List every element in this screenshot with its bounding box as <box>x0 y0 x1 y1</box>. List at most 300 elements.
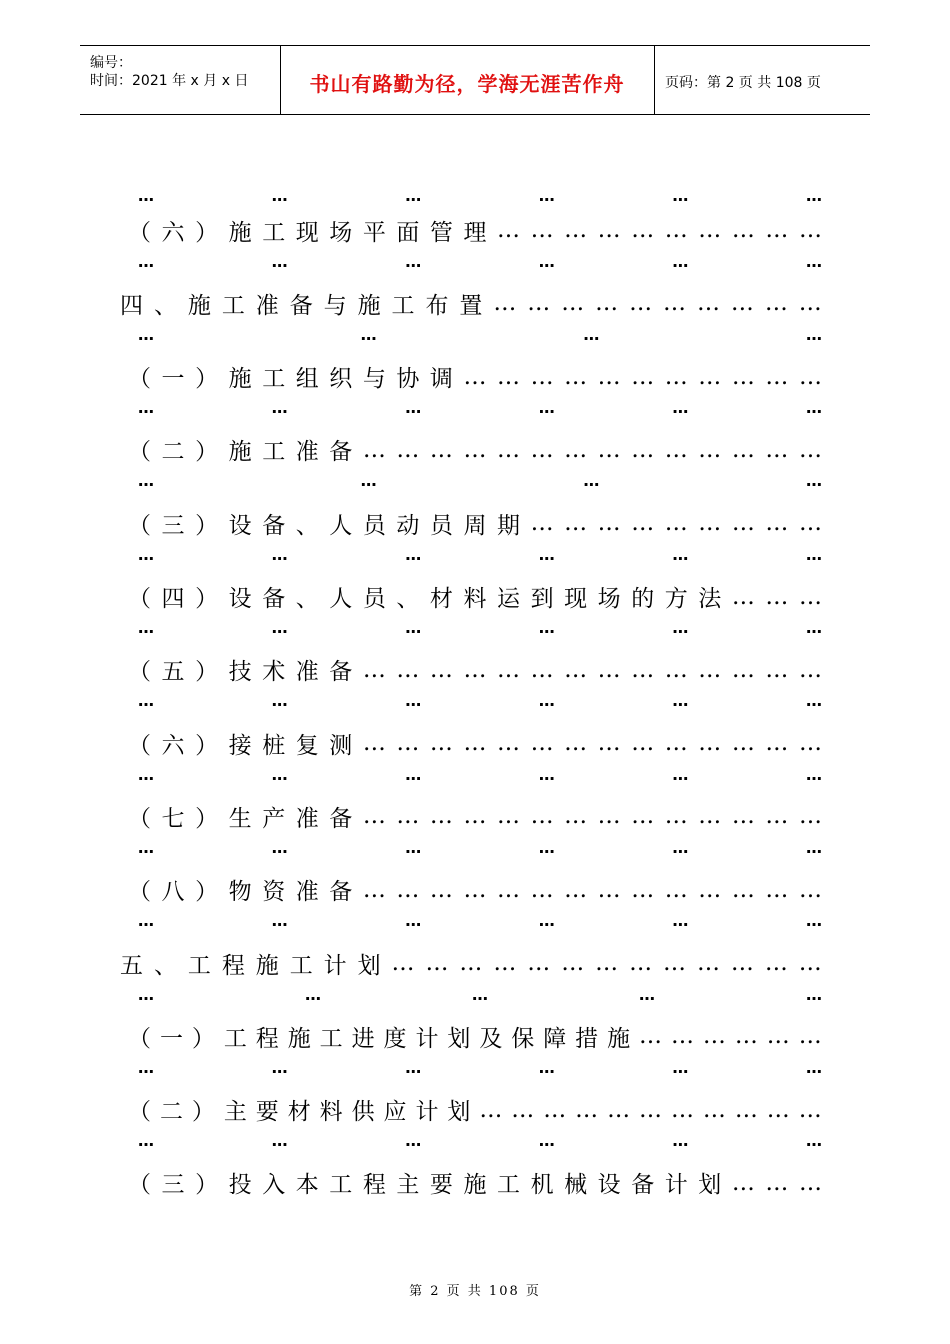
toc-title-char: 准 <box>255 292 279 319</box>
toc-continuation-dots: … … … … … … <box>138 911 822 931</box>
toc-title-char: ） <box>191 1099 215 1126</box>
toc-title-char: 及 <box>479 1025 503 1052</box>
toc-leader-dots: … <box>765 876 789 903</box>
toc-leader-dots: … <box>561 290 585 317</box>
toc-leader-dots: … <box>798 1169 822 1196</box>
toc-leader-dots: … <box>698 730 722 757</box>
toc-title-char: 复 <box>295 732 319 759</box>
toc-title-char: 备 <box>289 292 313 319</box>
toc-leader-dots: … <box>362 656 386 683</box>
toc-continuation-dots: … … … … … … <box>138 1057 822 1077</box>
toc-title-char: 资 <box>262 879 286 906</box>
toc-leader-dots: … <box>698 217 722 243</box>
toc-title-char: 施 <box>187 292 211 319</box>
toc-entry <box>120 285 822 321</box>
toc-leader-dots: … <box>429 436 453 463</box>
toc-title-char: 六 <box>161 732 185 759</box>
toc-title-char: ） <box>195 512 219 539</box>
toc-leader-dots: … <box>429 803 453 830</box>
toc-leader-dots: … <box>530 803 554 830</box>
toc-leader-dots: … <box>564 363 588 390</box>
toc-leader-dots: … <box>731 803 755 830</box>
toc-leader-dots: … <box>765 436 789 463</box>
toc-title-char: 设 <box>597 1172 621 1199</box>
toc-title-char: 四 <box>161 586 185 612</box>
toc-title-char: 人 <box>329 512 353 539</box>
toc-title-char: 现 <box>564 586 588 612</box>
toc-leader-dots: … <box>765 217 789 243</box>
toc-title-char: 技 <box>228 659 252 686</box>
toc-leader-dots: … <box>696 950 720 976</box>
toc-title-char: 设 <box>228 586 252 612</box>
toc-leader-dots: … <box>765 1169 789 1196</box>
page-footer: 第 2 页 共 108 页 <box>409 1284 541 1299</box>
toc-leader-dots: … <box>734 1096 758 1123</box>
toc-leader-dots: … <box>730 290 754 317</box>
toc-leader-dots: … <box>564 436 588 463</box>
toc-leader-dots: … <box>798 436 822 463</box>
toc-leader-dots: … <box>664 436 688 463</box>
toc-leader-dots: … <box>765 363 789 390</box>
toc-leader-dots: … <box>798 803 822 830</box>
toc-title-char: 员 <box>362 512 386 539</box>
toc-title-char: 计 <box>323 952 347 979</box>
toc-title-char: 三 <box>161 512 185 539</box>
toc-leader-dots: … <box>597 876 621 903</box>
toc-leader-dots: … <box>597 217 621 243</box>
toc-leader-dots: … <box>731 730 755 757</box>
toc-leader-dots: … <box>463 656 487 683</box>
toc-title-char: 料 <box>463 586 487 612</box>
toc-title-char: 计 <box>415 1099 439 1126</box>
toc-title-char: （ <box>128 1172 151 1199</box>
toc-leader-dots: … <box>530 436 554 463</box>
toc-leader-dots: … <box>362 803 386 830</box>
toc-leader-dots: … <box>798 876 822 903</box>
toc-leader-dots: … <box>702 1096 726 1123</box>
toc-continuation-dots: … … … … … … <box>138 837 822 857</box>
toc-leader-dots: … <box>564 510 588 537</box>
toc-entry <box>128 652 822 688</box>
toc-title-char: （ <box>128 512 151 539</box>
toc-title-char: 划 <box>357 952 381 979</box>
toc-title-char: 物 <box>228 879 252 906</box>
toc-leader-dots: … <box>670 1096 694 1123</box>
toc-leader-dots: … <box>731 363 755 390</box>
header-motto-cell <box>280 46 655 114</box>
toc-entry <box>128 579 822 615</box>
toc-title-char: 二 <box>161 439 185 466</box>
toc-title-char: 工 <box>223 1025 247 1052</box>
toc-title-char: 四 <box>120 292 143 319</box>
toc-title-char: 八 <box>161 879 185 906</box>
toc-leader-dots: … <box>731 217 755 243</box>
toc-title-char: 的 <box>631 586 655 612</box>
toc-leader-dots: … <box>631 876 655 903</box>
toc-title-char: ） <box>195 1172 219 1199</box>
toc-leader-dots: … <box>530 656 554 683</box>
toc-title-char: 程 <box>221 952 245 979</box>
toc-title-char: （ <box>128 805 151 832</box>
toc-leader-dots: … <box>564 730 588 757</box>
toc-title-char: 施 <box>607 1025 631 1052</box>
toc-title-char: 工 <box>329 1172 353 1199</box>
toc-leader-dots: … <box>530 876 554 903</box>
toc-continuation-dots: … … … … … <box>138 984 822 1004</box>
toc-title-char: 组 <box>295 366 319 393</box>
toc-leader-dots: … <box>765 583 789 610</box>
toc-continuation-dots: … … … … … … <box>138 764 822 784</box>
toc-leader-dots: … <box>765 803 789 830</box>
toc-title-char: （ <box>128 1099 151 1126</box>
toc-title-char: 、 <box>295 586 319 612</box>
toc-leader-dots: … <box>597 510 621 537</box>
toc-entry <box>128 359 822 395</box>
toc-leader-dots: … <box>629 290 653 317</box>
toc-leader-dots: … <box>698 436 722 463</box>
toc-leader-dots: … <box>396 803 420 830</box>
toc-title-char: 、 <box>153 292 177 319</box>
toc-continuation-dots: … … … … … … <box>138 398 822 418</box>
header-page-info: 页码：第 2 页 共 108 页 <box>665 75 821 91</box>
toc-leader-dots: … <box>463 436 487 463</box>
toc-leader-dots: … <box>595 290 619 317</box>
toc-leader-dots: … <box>530 363 554 390</box>
toc-leader-dots: … <box>798 950 822 976</box>
toc-title-char: 、 <box>295 512 319 539</box>
toc-title-char: 工 <box>497 1172 521 1199</box>
toc-leader-dots: … <box>663 950 686 976</box>
toc-leader-dots: … <box>497 730 521 757</box>
toc-continuation-dots: … … … … … … <box>138 618 822 637</box>
toc-leader-dots: … <box>731 876 755 903</box>
toc-title-char: 法 <box>698 586 722 612</box>
toc-leader-dots: … <box>698 656 722 683</box>
toc-leader-dots: … <box>497 363 521 390</box>
toc-leader-dots: … <box>595 950 619 976</box>
toc-title-char: 投 <box>228 1172 252 1199</box>
toc-leader-dots: … <box>698 876 722 903</box>
toc-title-char: ） <box>195 586 219 612</box>
toc-leader-dots: … <box>731 583 755 610</box>
toc-title-char: 进 <box>351 1025 375 1052</box>
toc-leader-dots: … <box>429 730 453 757</box>
toc-leader-dots: … <box>463 363 487 390</box>
toc-title-char: （ <box>128 879 151 906</box>
toc-leader-dots: … <box>429 876 453 903</box>
toc-title-char: 面 <box>396 219 420 246</box>
toc-title-char: 材 <box>429 586 453 612</box>
toc-leader-dots: … <box>631 803 655 830</box>
toc-title-char: 备 <box>329 805 353 832</box>
toc-title-char: 准 <box>295 659 319 686</box>
toc-leader-dots: … <box>597 363 621 390</box>
toc-entry <box>120 945 822 981</box>
toc-leader-dots: … <box>597 436 621 463</box>
toc-leader-dots: … <box>597 803 621 830</box>
toc-title-char: 接 <box>228 732 252 759</box>
toc-title-char: 供 <box>351 1099 375 1126</box>
toc-title-char: 到 <box>530 586 554 612</box>
toc-leader-dots: … <box>664 363 688 390</box>
toc-leader-dots: … <box>497 436 521 463</box>
toc-title-char: 计 <box>664 1172 688 1199</box>
toc-title-char: 术 <box>262 659 286 686</box>
toc-title-char: 工 <box>262 439 286 466</box>
toc-title-char: （ <box>128 659 151 686</box>
toc-leader-dots: … <box>543 1096 567 1123</box>
toc-title-char: 六 <box>161 219 185 246</box>
toc-leader-dots: … <box>631 217 655 243</box>
toc-title-char: 施 <box>463 1172 487 1199</box>
toc-leader-dots: … <box>798 583 822 610</box>
toc-leader-dots: … <box>362 436 386 463</box>
toc-title-char: ） <box>195 439 219 466</box>
toc-title-char: 调 <box>429 366 453 393</box>
toc-title-char: 一 <box>159 1025 183 1052</box>
toc-leader-dots: … <box>396 730 420 757</box>
toc-title-char: 员 <box>429 512 453 539</box>
toc-leader-dots: … <box>664 730 688 757</box>
toc-entry <box>128 1018 822 1054</box>
toc-entry <box>128 1165 822 1201</box>
toc-title-char: 障 <box>543 1025 567 1052</box>
toc-title-char: 措 <box>575 1025 599 1052</box>
toc-leader-dots: … <box>564 876 588 903</box>
toc-leader-dots: … <box>396 436 420 463</box>
toc-title-char: 场 <box>597 586 621 612</box>
toc-title-char: 应 <box>383 1099 407 1126</box>
toc-leader-dots: … <box>764 290 788 317</box>
toc-title-char: （ <box>128 1025 151 1052</box>
toc-leader-dots: … <box>497 876 521 903</box>
toc-continuation-dots: … … … … … … <box>138 544 822 564</box>
toc-leader-dots: … <box>396 876 420 903</box>
toc-leader-dots: … <box>698 363 722 390</box>
toc-title-char: 备 <box>329 439 353 466</box>
toc-leader-dots: … <box>597 656 621 683</box>
toc-title-char: 一 <box>161 366 185 393</box>
toc-title-char: 方 <box>664 586 688 612</box>
toc-leader-dots: … <box>629 950 653 976</box>
toc-title-char: ） <box>195 732 219 759</box>
toc-title-char: 管 <box>429 219 453 246</box>
toc-leader-dots: … <box>493 290 517 317</box>
toc-continuation-dots: … … … … … … <box>138 1131 822 1151</box>
toc-leader-dots: … <box>607 1096 631 1123</box>
toc-title-char: 与 <box>362 366 386 393</box>
toc-title-char: 织 <box>329 366 353 393</box>
toc-title-char: 准 <box>295 805 319 832</box>
toc-leader-dots: … <box>731 656 755 683</box>
code-label: 编号： <box>90 55 132 71</box>
toc-leader-dots: … <box>730 950 754 976</box>
toc-leader-dots: … <box>631 510 655 537</box>
toc-title-char: 施 <box>287 1025 311 1052</box>
toc-leader-dots: … <box>798 730 822 757</box>
toc-leader-dots: … <box>530 217 554 243</box>
toc-leader-dots: … <box>564 217 588 243</box>
header-page-cell <box>655 46 870 114</box>
toc-title-char: 产 <box>262 805 286 832</box>
toc-leader-dots: … <box>497 656 521 683</box>
toc-leader-dots: … <box>765 656 789 683</box>
toc-title-char: 主 <box>396 1172 420 1199</box>
toc-leader-dots: … <box>631 730 655 757</box>
toc-leader-dots: … <box>765 510 789 537</box>
toc-leader-dots: … <box>631 363 655 390</box>
toc-title-char: （ <box>128 439 151 466</box>
toc-title-char: 工 <box>221 292 245 319</box>
toc-title-char: 划 <box>698 1172 722 1199</box>
toc-leader-dots: … <box>479 1096 503 1123</box>
toc-leader-dots: … <box>396 656 420 683</box>
toc-leader-dots: … <box>639 1096 662 1123</box>
toc-title-char: 计 <box>415 1025 439 1052</box>
header-meta-cell <box>80 46 281 114</box>
toc-title-char: 要 <box>255 1099 279 1126</box>
toc-title-char: 施 <box>228 219 252 246</box>
toc-leader-dots: … <box>663 290 686 317</box>
toc-leader-dots: … <box>459 950 483 976</box>
toc-title-char: 五 <box>120 952 143 979</box>
toc-entry <box>128 725 822 761</box>
toc-title-char: 工 <box>319 1025 343 1052</box>
toc-title-char: （ <box>128 219 151 246</box>
toc-leader-dots: … <box>664 803 688 830</box>
toc-title-char: 员 <box>362 586 386 612</box>
toc-entry <box>128 872 822 908</box>
toc-title-char: 动 <box>396 512 420 539</box>
toc-title-char: （ <box>128 586 151 612</box>
toc-leader-dots: … <box>575 1096 599 1123</box>
toc-title-char: 周 <box>463 512 487 539</box>
toc-title-char: （ <box>128 366 151 393</box>
toc-title-char: 与 <box>323 292 347 319</box>
toc-title-char: ） <box>195 219 219 246</box>
toc-title-char: ） <box>195 879 219 906</box>
toc-title-char: 运 <box>497 586 521 612</box>
toc-leader-dots: … <box>425 950 449 976</box>
toc-title-char: 料 <box>319 1099 343 1126</box>
toc-entry <box>128 432 822 468</box>
toc-leader-dots: … <box>766 1023 790 1050</box>
toc-title-char: 工 <box>262 366 286 393</box>
toc-leader-dots: … <box>798 1023 822 1050</box>
toc-leader-dots: … <box>765 730 789 757</box>
toc-continuation-dots: … … … … <box>138 471 822 491</box>
toc-title-char: 设 <box>228 512 252 539</box>
toc-title-char: 准 <box>295 879 319 906</box>
toc-leader-dots: … <box>362 876 386 903</box>
toc-title-char: 入 <box>262 1172 286 1199</box>
toc-leader-dots: … <box>664 510 688 537</box>
toc-leader-dots: … <box>731 510 755 537</box>
toc-leader-dots: … <box>530 730 554 757</box>
toc-leader-dots: … <box>463 803 487 830</box>
toc-title-char: 、 <box>396 586 420 612</box>
toc-title-char: 工 <box>262 219 286 246</box>
toc-title-char: 工 <box>187 952 211 979</box>
toc-title-char: 备 <box>631 1172 655 1199</box>
toc-entry <box>128 212 822 248</box>
toc-leader-dots: … <box>664 656 688 683</box>
toc-title-char: 七 <box>161 805 185 832</box>
toc-continuation-dots: … … … … … … <box>138 691 822 711</box>
toc-leader-dots: … <box>463 876 487 903</box>
toc-title-char: 二 <box>159 1099 183 1126</box>
toc-continuation-dots: … … … … … … <box>138 251 822 271</box>
toc-leader-dots: … <box>497 803 521 830</box>
toc-title-char: 主 <box>223 1099 247 1126</box>
toc-leader-dots: … <box>429 656 453 683</box>
toc-leader-dots: … <box>564 656 588 683</box>
toc-title-char: 平 <box>362 219 386 246</box>
toc-leader-dots: … <box>731 436 755 463</box>
toc-title-char: 、 <box>153 952 177 979</box>
toc-title-char: 施 <box>228 439 252 466</box>
toc-leader-dots: … <box>463 730 487 757</box>
toc-title-char: （ <box>128 732 151 759</box>
toc-title-char: 场 <box>329 219 353 246</box>
toc-leader-dots: … <box>698 510 722 537</box>
toc-title-char: 工 <box>391 292 415 319</box>
toc-leader-dots: … <box>798 1096 822 1123</box>
toc-leader-dots: … <box>798 217 822 243</box>
toc-title-char: 理 <box>463 219 487 246</box>
toc-title-char: 备 <box>262 586 286 612</box>
toc-title-char: 期 <box>497 512 521 539</box>
toc-title-char: 备 <box>262 512 286 539</box>
toc-leader-dots: … <box>639 1023 662 1050</box>
toc-title-char: 程 <box>255 1025 279 1052</box>
toc-title-char: 划 <box>447 1025 471 1052</box>
toc-leader-dots: … <box>497 217 521 243</box>
toc-leader-dots: … <box>530 510 554 537</box>
toc-title-char: 程 <box>362 1172 386 1199</box>
toc-leader-dots: … <box>696 290 720 317</box>
toc-title-char: 划 <box>447 1099 471 1126</box>
toc-leader-dots: … <box>564 803 588 830</box>
toc-leader-dots: … <box>664 217 688 243</box>
toc-leader-dots: … <box>798 656 822 683</box>
toc-leader-dots: … <box>731 1169 755 1196</box>
toc-entry <box>128 1092 822 1128</box>
time-label: 时间：2021 年 x 月 x 日 <box>90 73 249 89</box>
toc-title-char: 协 <box>396 366 420 393</box>
toc-title-char: 本 <box>295 1172 319 1199</box>
toc-leader-dots: … <box>798 290 822 317</box>
toc-title-char: 准 <box>295 439 319 466</box>
toc-leader-dots: … <box>631 656 655 683</box>
toc-title-char: 材 <box>287 1099 311 1126</box>
toc-title-char: ） <box>191 1025 215 1052</box>
toc-leader-dots: … <box>362 730 386 757</box>
page-header <box>80 45 870 115</box>
toc-title-char: ） <box>195 659 219 686</box>
toc-title-char: 布 <box>425 292 449 319</box>
toc-title-char: 备 <box>329 659 353 686</box>
toc-title-char: 工 <box>289 952 313 979</box>
toc-entry <box>128 505 822 541</box>
toc-title-char: 机 <box>530 1172 554 1199</box>
toc-leader-dots: … <box>698 803 722 830</box>
toc-title-char: ） <box>195 805 219 832</box>
toc-leader-dots: … <box>734 1023 758 1050</box>
toc-title-char: 度 <box>383 1025 407 1052</box>
toc-leader-dots: … <box>527 950 551 976</box>
toc-leader-dots: … <box>511 1096 535 1123</box>
